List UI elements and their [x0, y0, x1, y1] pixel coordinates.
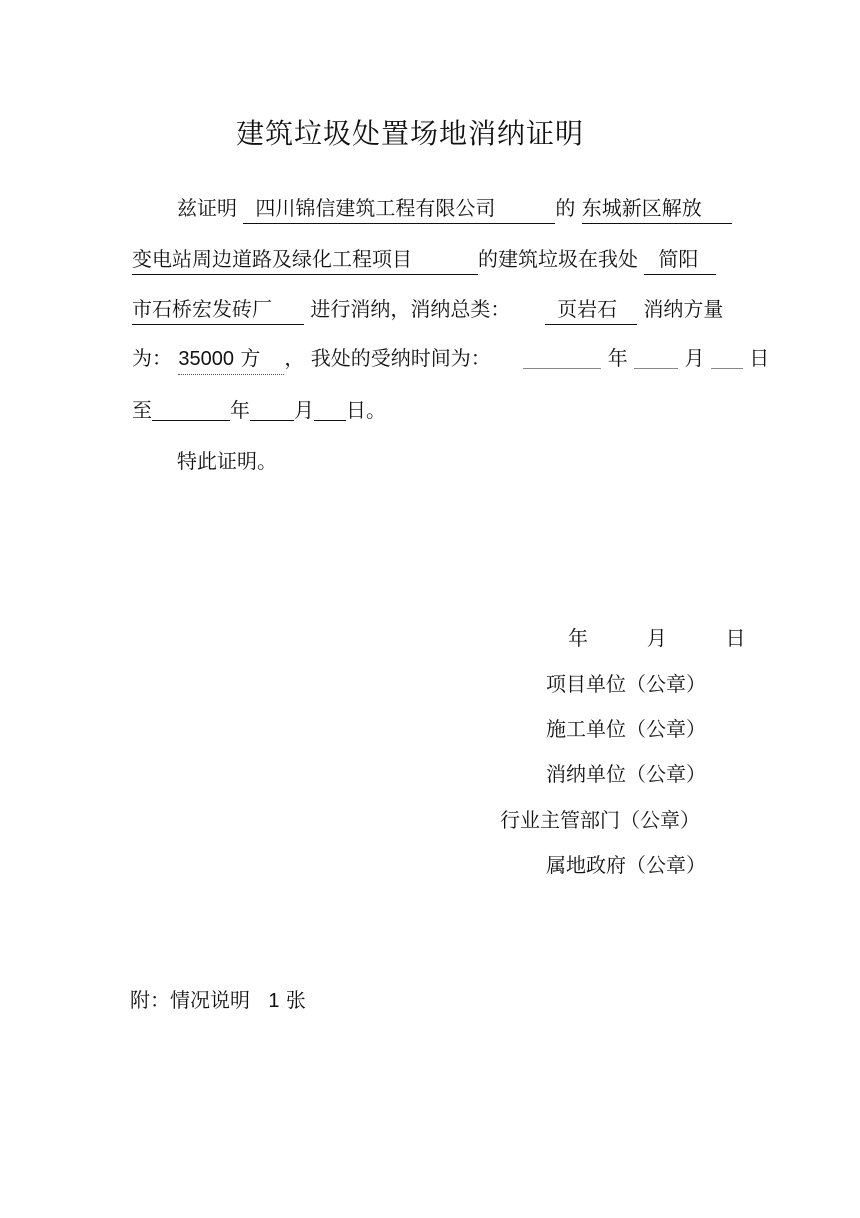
to-text: 至 [132, 398, 152, 422]
company-name-field [243, 193, 555, 224]
attachment-label: 附：情况说明 [130, 988, 250, 1012]
project-name-part2: 变电站周边道路及绿化工程项目 [132, 247, 412, 271]
project-name-field-2 [132, 244, 478, 275]
closing-text: 特此证明。 [177, 449, 277, 473]
time-text: 我处的受纳时间为： [310, 346, 491, 370]
waste-text: 的建筑垃圾在我处 [478, 247, 638, 271]
end-year-blank [152, 398, 230, 421]
attachment-note [130, 984, 306, 1013]
volume-value: 35000 [178, 348, 234, 370]
project-name-field-1 [582, 193, 732, 224]
signature-date [568, 622, 745, 651]
start-day-label: 日 [749, 346, 770, 370]
project-name-part1: 东城新区解放 [581, 196, 702, 220]
body-line-3 [132, 294, 732, 325]
start-month-blank [634, 346, 678, 369]
volume-unit: 方 [240, 346, 261, 370]
body-line-1 [177, 193, 777, 224]
site-name-part1: 简阳 [658, 247, 699, 271]
site-name-part2: 市石桥宏发砖厂 [132, 297, 272, 321]
volume-label: 消纳方量 [643, 297, 724, 321]
end-year-label: 年 [230, 398, 250, 422]
seal-disposal-unit: 消纳单位（公章） [546, 762, 706, 786]
of-text: 的 [555, 196, 576, 220]
volume-field [178, 343, 284, 375]
material-field [545, 294, 637, 325]
comma-text: ， [284, 346, 305, 370]
start-year-label: 年 [607, 346, 628, 370]
site-name-field-2 [132, 294, 304, 325]
start-month-label: 月 [684, 346, 705, 370]
volume-prefix: 为： [132, 346, 172, 370]
body-line-2 [132, 244, 732, 275]
body-line-4 [132, 343, 770, 375]
start-day-blank [711, 346, 743, 369]
intro-text: 兹证明 [177, 196, 237, 220]
company-name: 四川锦信建筑工程有限公司 [255, 196, 496, 220]
end-day-label: 日。 [346, 398, 386, 422]
sig-year: 年 [568, 626, 588, 650]
body-line-5 [132, 395, 732, 425]
seal-industry-department: 行业主管部门（公章） [500, 808, 700, 832]
material-value: 页岩石 [557, 297, 618, 321]
seal-project-unit: 项目单位（公章） [546, 672, 706, 696]
end-month-label: 月 [294, 398, 314, 422]
seal-local-government: 属地政府（公章） [546, 853, 706, 877]
seal-construction-unit: 施工单位（公章） [546, 717, 706, 741]
end-month-blank [250, 398, 294, 421]
closing-line [177, 446, 777, 476]
start-year-blank [523, 346, 601, 369]
end-day-blank [314, 398, 346, 421]
site-name-field-1 [644, 244, 716, 275]
sig-day: 日 [725, 626, 746, 650]
accept-text: 进行消纳，消纳总类： [310, 297, 511, 321]
attachment-count: 1 [268, 990, 280, 1012]
document-title: 建筑垃圾处置场地消纳证明 [235, 117, 584, 150]
sig-month: 月 [646, 626, 667, 650]
attachment-unit: 张 [285, 988, 306, 1012]
